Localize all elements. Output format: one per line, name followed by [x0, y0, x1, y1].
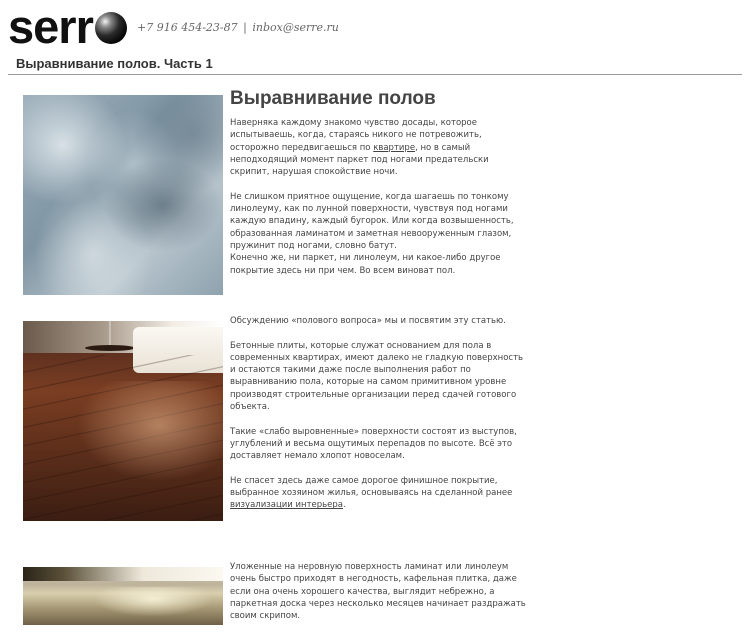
paragraph-text: Наверняка каждому знакомо чувство досады, которое испытываешь, когда, стараясь никого не потревожить, осторожно передвигаешься по — [230, 118, 482, 153]
title-divider — [8, 74, 742, 75]
photo-sheen — [63, 381, 223, 491]
photo-lamp-pole — [109, 321, 111, 347]
email-link[interactable]: inbox@serre.ru — [252, 21, 339, 34]
apartment-link[interactable]: квартире — [373, 142, 416, 153]
logo-text: serr — [8, 0, 93, 53]
photo-light — [93, 587, 213, 617]
photo-lamp-base — [85, 345, 135, 351]
header-contacts — [137, 21, 339, 34]
article-heading: Выравнивание полов — [230, 88, 436, 109]
wood-floor-photo — [23, 321, 223, 521]
interior-visualization-link[interactable]: визуализации интерьера — [230, 500, 344, 511]
paragraph-text: , но в самый неподходящий момент паркет под ногами предательски скрипит, нарушая спокойствие ночи. — [230, 142, 489, 178]
article-section-1 — [230, 117, 530, 289]
paragraph: Бетонные плиты, которые служат основанием для пола в современных квартирах, имеют далеко не гладкую поверхность и остаются такими даже после выполнения работ по выравниванию пола, которые на самом примитивном уровне производят строительные организации перед сдачей готового объекта. — [230, 340, 524, 413]
paragraph-text: Не спасет здесь даже самое дорогое финишное покрытие, выбранное хозяином жилья, основываясь на сделанной ранее — [230, 475, 513, 499]
photo-wall — [23, 567, 223, 581]
page-title: Выравнивание полов. Часть 1 — [16, 56, 213, 71]
paragraph: Уложенные на неровную поверхность ламинат или линолеум очень быстро приходят в негодность, кафельная плитка, даже если она очень хорошего качества, выглядит небрежно, а паркетная доска через несколько месяцев начинает раздражать своим скрипом. — [230, 562, 526, 622]
paragraph — [230, 475, 530, 512]
phone-number: +7 916 454-23-87 — [137, 21, 238, 34]
paragraph: Не слишком приятное ощущение, когда шагаешь по тонкому линолеуму, как по лунной поверхности, чувствуя под ногами каждую впадину, каждый бугорок. Или когда возвышенность, образованная ламинатом и заметная невооруженным глазом, пружинит под ногами, словно батут. — [230, 191, 514, 251]
contacts-separator: | — [243, 21, 247, 34]
site-logo[interactable] — [8, 0, 127, 53]
logo-ball-icon — [95, 12, 127, 44]
paragraph: Такие «слабо выровненные» поверхности состоят из выступов, углублений и весьма ощутимых перепадов по высоте. Всё это доставляет немало хлопот новоселам. — [230, 426, 517, 462]
paragraph: Обсуждению «полового вопроса» мы и посвятим эту статью. — [230, 316, 506, 326]
concrete-floor-photo — [23, 95, 223, 295]
paragraph-text: . — [343, 500, 346, 511]
article-section-3 — [230, 561, 530, 635]
laminate-floor-photo — [23, 567, 223, 625]
paragraph — [230, 117, 530, 178]
paragraph: Конечно же, ни паркет, ни линолеум, ни какое-либо другое покрытие здесь ни при чем. Во всем виноват пол. — [230, 253, 501, 276]
article-section-2 — [230, 315, 530, 524]
